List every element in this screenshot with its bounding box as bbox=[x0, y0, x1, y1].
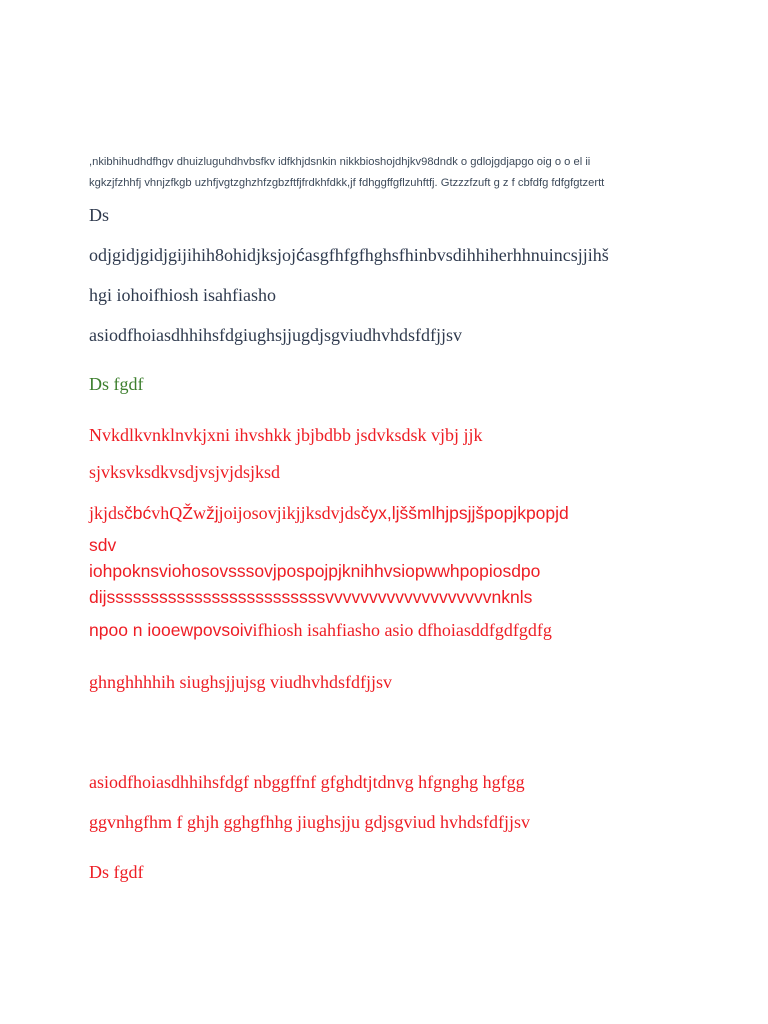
red-line-3-part-g: joijosovjikjjksdvjds bbox=[218, 503, 361, 523]
red-line-3 bbox=[89, 503, 569, 524]
red-line-5: iohpoknsviohosovsssovjpospojpjknihhvsiopwwhpopiosdpo bbox=[89, 561, 541, 581]
paragraph-line-2: hgi iohoifhiosh isahfiasho bbox=[89, 285, 276, 305]
paragraph-line-1-part-a: odjgidjgidjgijihih8ohidjksjoj bbox=[89, 245, 297, 265]
red-line-7-part-a: npoo n iooewpovsoiv bbox=[89, 620, 253, 640]
red-line-7 bbox=[89, 620, 552, 641]
red-line-11: Ds fgdf bbox=[89, 862, 144, 882]
red-line-1: Nvkdlkvnklnvkjxni ihvshkk jbjbdbb jsdvksdsk vjbj jjk bbox=[89, 425, 483, 445]
red-line-3-part-f: žj bbox=[205, 503, 219, 523]
red-line-4: sdv bbox=[89, 535, 117, 555]
red-line-3-part-d: Ž bbox=[182, 503, 193, 523]
paragraph-line-1-part-c: asgfhfgfhghsfhinbvsdihhiherhhnuincsjjihš bbox=[304, 245, 609, 265]
red-line-3-part-a: jkjds bbox=[89, 503, 125, 523]
red-line-3-part-e: w bbox=[192, 503, 206, 523]
intro-line-2: kgkzjfzhhfj vhnjzfkgb uzhfjvgtzghzhfzgbzftfjfrdkhfdkk,jf fdhggffgflzuhftfj. Gtzzzfzuft g z f cbfdfg fdfgfgtzertt bbox=[89, 177, 605, 189]
paragraph-line-3: asiodfhoiasdhhihsfdgiughsjjugdjsgviudhvhdsfdfjjsv bbox=[89, 325, 462, 345]
red-line-3-part-b: čbć bbox=[124, 503, 152, 523]
red-line-10: ggvnhgfhm f ghjh gghgfhhg jiughsjju gdjsgviud hvhdsfdfjjsv bbox=[89, 812, 530, 832]
red-line-6: dijsssssssssssssssssssssssssvvvvvvvvvvvvvvvvvvvnknls bbox=[89, 587, 533, 607]
paragraph-line-1-part-b: ć bbox=[296, 245, 305, 265]
red-line-3-part-h: čyx,ljššmlhjpsjjšpopjkpopjd bbox=[360, 503, 569, 523]
red-line-3-part-c: vhQ bbox=[151, 503, 183, 523]
red-line-2: sjvksvksdkvsdjvsjvjdsjksd bbox=[89, 462, 281, 482]
red-line-9: asiodfhoiasdhhihsfdgf nbggffnf gfghdtjtdnvg hfgnghg hgfgg bbox=[89, 772, 525, 792]
heading-ds-fgdf: Ds fgdf bbox=[89, 374, 144, 394]
red-line-8: ghnghhhhih siughsjjujsg viudhvhdsfdfjjsv bbox=[89, 672, 393, 692]
paragraph-line-1 bbox=[89, 245, 609, 266]
heading-ds: Ds bbox=[89, 205, 110, 225]
red-line-7-part-b: ifhiosh isahfiasho asio dfhoiasddfgdfgdfg bbox=[252, 620, 552, 640]
intro-line-1: ,nkibhihudhdfhgv dhuizluguhdhvbsfkv idfkhjdsnkin nikkbioshojdhjkv98dndk o gdlojgdjapgo oig o o el ii bbox=[89, 156, 591, 168]
